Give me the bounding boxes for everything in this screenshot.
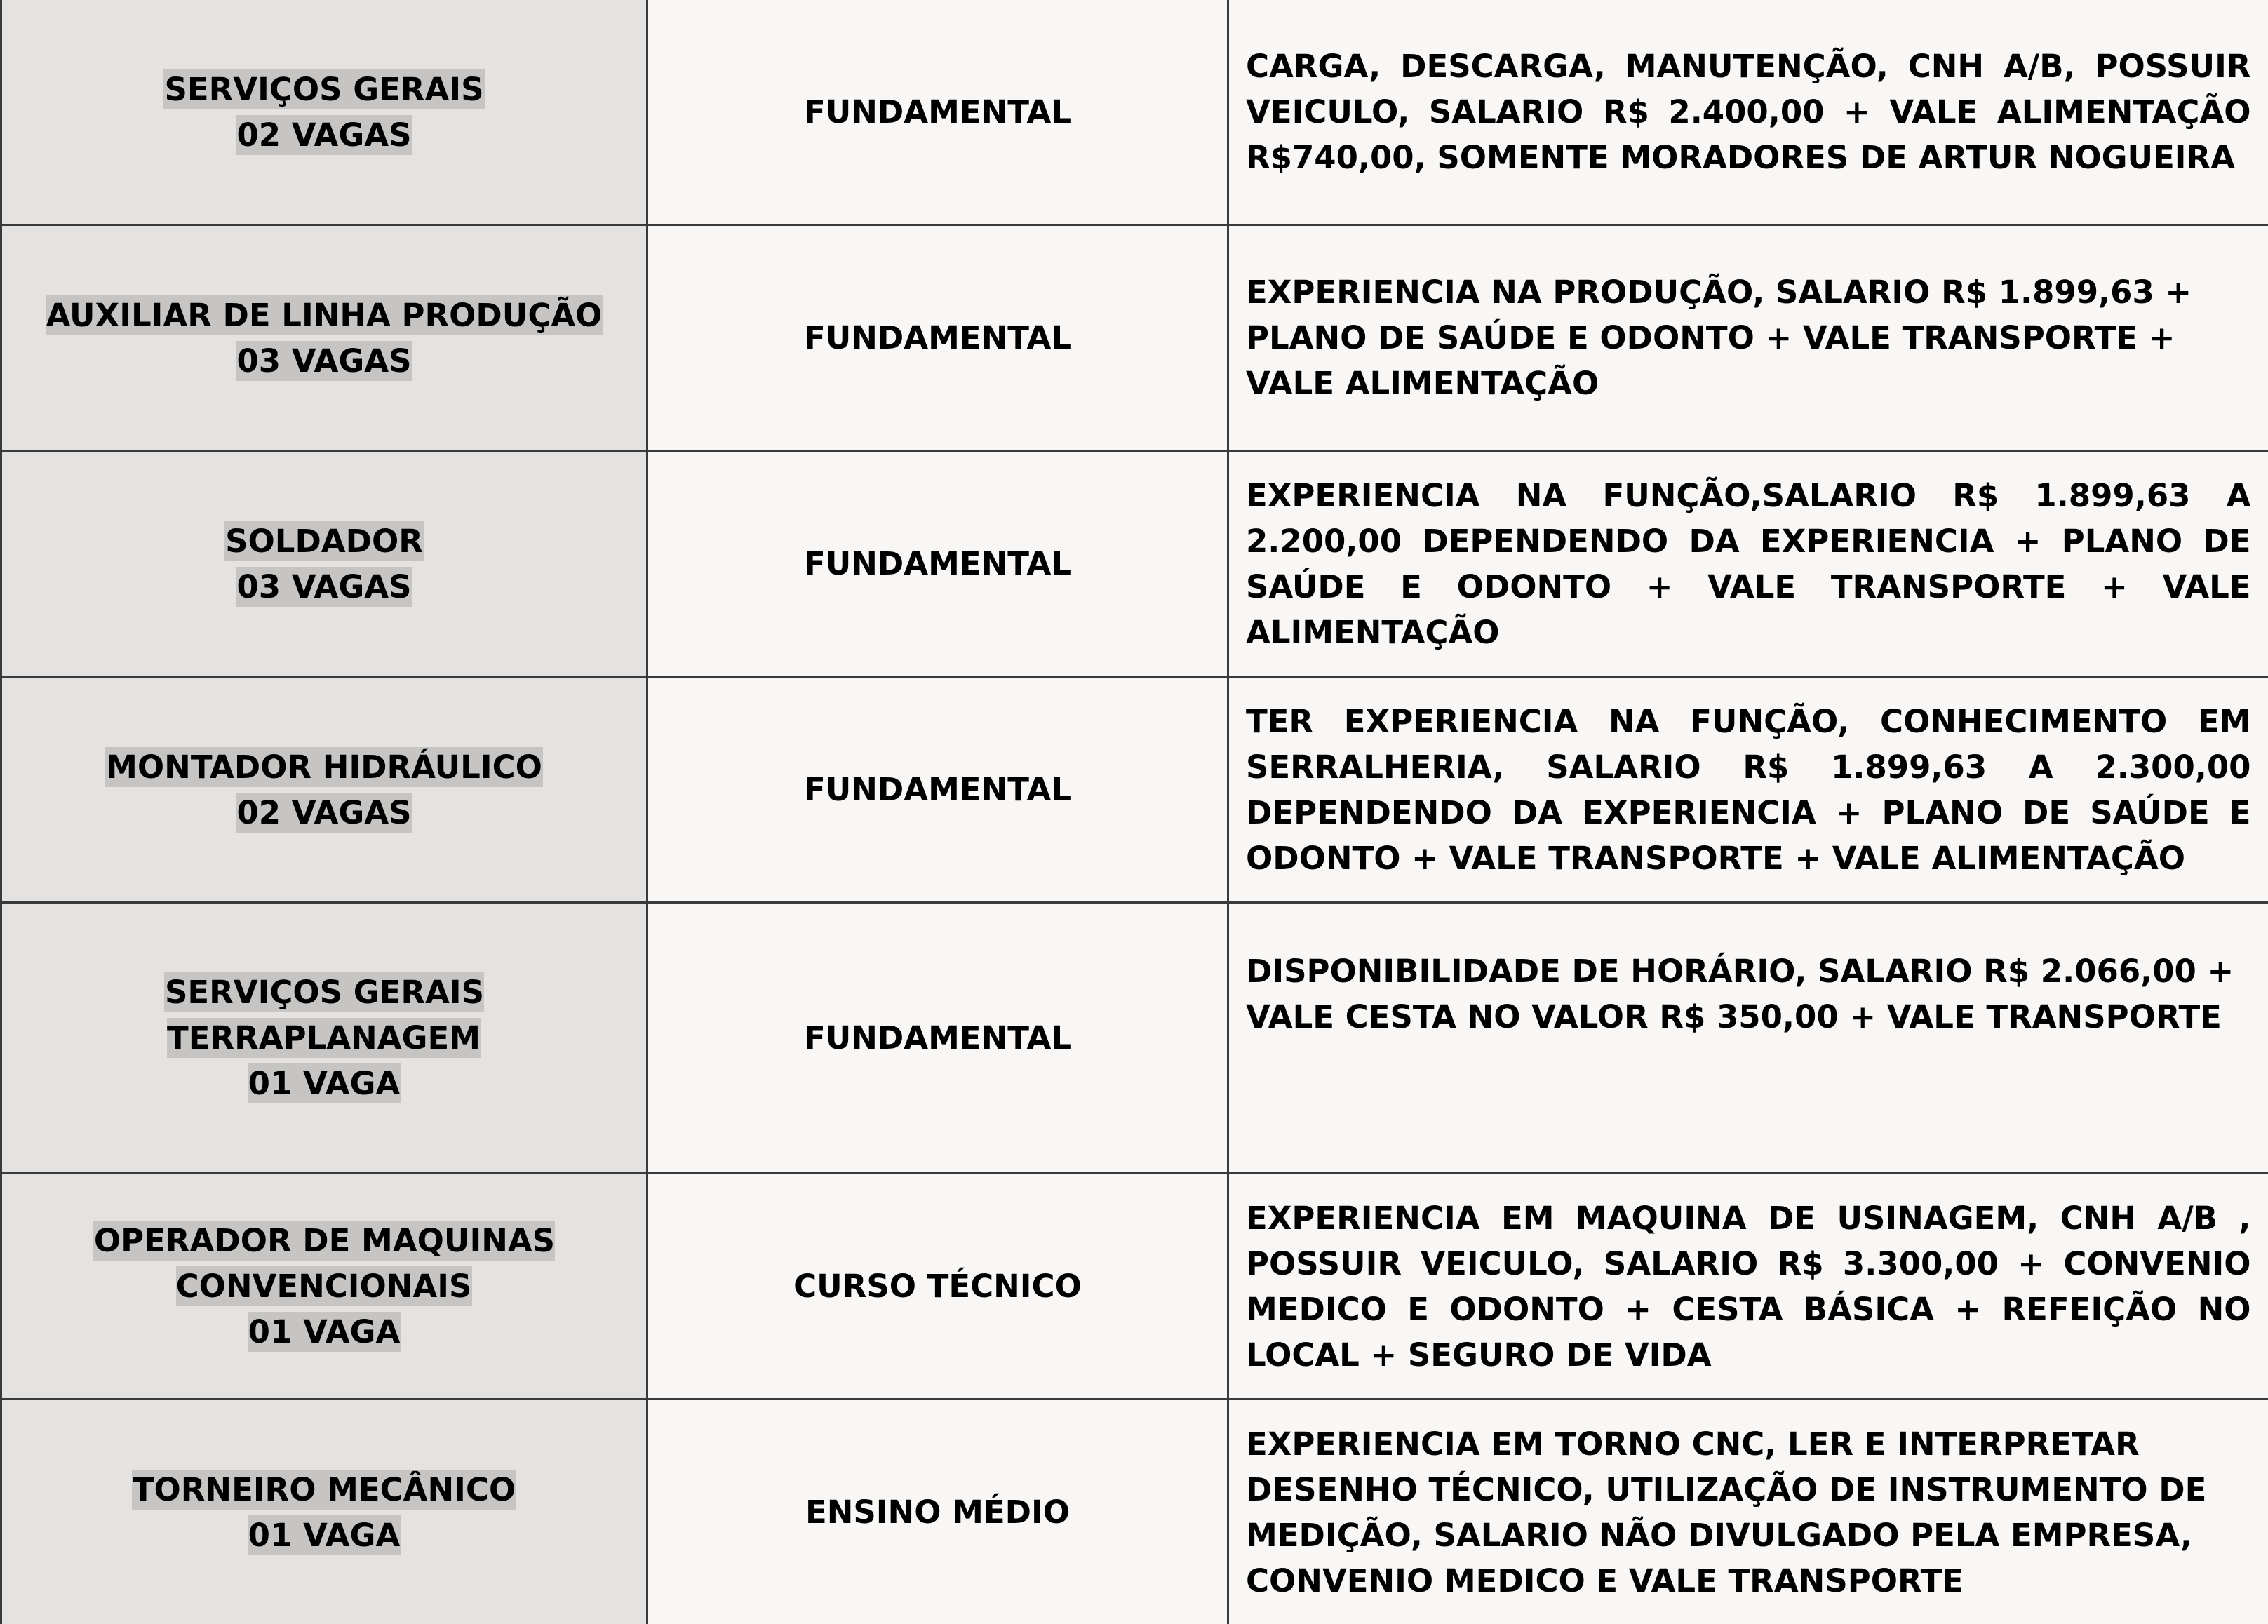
details-cell [1228, 451, 2268, 677]
role-title: AUXILIAR DE LINHA PRODUÇÃO [46, 295, 603, 335]
education-cell: FUNDAMENTAL [647, 903, 1228, 1174]
vacancy-count: 01 VAGA [248, 1312, 401, 1352]
job-details: EXPERIENCIA EM TORNO CNC, LER E INTERPRETAR DESENHO TÉCNICO, UTILIZAÇÃO DE INSTRUMENTO DE MEDIÇÃO, SALARIO NÃO DIVULGADO PELA EMPRESA, CONVENIO MEDICO E VALE TRANSPORTE [1246, 1421, 2251, 1604]
table-row [1, 0, 2268, 225]
table-row [1, 225, 2268, 451]
role-title: SERVIÇOS GERAIS TERRAPLANAGEM [164, 972, 484, 1058]
education-cell: FUNDAMENTAL [647, 677, 1228, 903]
details-cell [1228, 1174, 2268, 1400]
vacancy-count: 03 VAGAS [236, 341, 412, 381]
vacancy-count: 02 VAGAS [236, 793, 412, 833]
role-cell [1, 677, 647, 903]
education-cell: FUNDAMENTAL [647, 451, 1228, 677]
table-row [1, 903, 2268, 1174]
job-details: EXPERIENCIA EM MAQUINA DE USINAGEM, CNH A/B , POSSUIR VEICULO, SALARIO R$ 3.300,00 + CONVENIO MEDICO E ODONTO + CESTA BÁSICA + REFEIÇÃO NO LOCAL + SEGURO DE VIDA [1246, 1195, 2251, 1378]
details-cell [1228, 1400, 2268, 1624]
table-row [1, 451, 2268, 677]
job-details: DISPONIBILIDADE DE HORÁRIO, SALARIO R$ 2.066,00 + VALE CESTA NO VALOR R$ 350,00 + VALE TRANSPORTE [1246, 948, 2251, 1040]
vacancy-count: 01 VAGA [248, 1515, 401, 1555]
role-cell [1, 1174, 647, 1400]
job-details: EXPERIENCIA NA FUNÇÃO,SALARIO R$ 1.899,63 A 2.200,00 DEPENDENDO DA EXPERIENCIA + PLANO DE SAÚDE E ODONTO + VALE TRANSPORTE + VALE ALIMENTAÇÃO [1246, 473, 2251, 655]
table-row [1, 677, 2268, 903]
education-cell: ENSINO MÉDIO [647, 1400, 1228, 1624]
job-details: EXPERIENCIA NA PRODUÇÃO, SALARIO R$ 1.899,63 + PLANO DE SAÚDE E ODONTO + VALE TRANSPORTE + VALE ALIMENTAÇÃO [1246, 269, 2251, 406]
table-row [1, 1400, 2268, 1624]
job-details: CARGA, DESCARGA, MANUTENÇÃO, CNH A/B, POSSUIR VEICULO, SALARIO R$ 2.400,00 + VALE ALIMENTAÇÃO R$740,00, SOMENTE MORADORES DE ARTUR NOGUEIRA [1246, 43, 2251, 180]
table-row [1, 1174, 2268, 1400]
role-cell [1, 225, 647, 451]
vacancy-count: 03 VAGAS [236, 567, 412, 607]
vacancy-count: 01 VAGA [248, 1063, 401, 1103]
role-cell [1, 1400, 647, 1624]
role-cell [1, 903, 647, 1174]
job-details: TER EXPERIENCIA NA FUNÇÃO, CONHECIMENTO EM SERRALHERIA, SALARIO R$ 1.899,63 A 2.300,00 DEPENDENDO DA EXPERIENCIA + PLANO DE SAÚDE E ODONTO + VALE TRANSPORTE + VALE ALIMENTAÇÃO [1246, 699, 2251, 881]
role-title: SOLDADOR [224, 521, 424, 561]
details-cell [1228, 0, 2268, 225]
role-cell [1, 451, 647, 677]
education-cell: CURSO TÉCNICO [647, 1174, 1228, 1400]
details-cell [1228, 225, 2268, 451]
vacancy-count: 02 VAGAS [236, 115, 412, 155]
details-cell [1228, 903, 2268, 1174]
role-cell [1, 0, 647, 225]
role-title: MONTADOR HIDRÁULICO [105, 747, 543, 787]
role-title: TORNEIRO MECÂNICO [132, 1470, 516, 1510]
education-cell: FUNDAMENTAL [647, 225, 1228, 451]
role-title: SERVIÇOS GERAIS [163, 69, 484, 109]
education-cell: FUNDAMENTAL [647, 0, 1228, 225]
role-title: OPERADOR DE MAQUINAS CONVENCIONAIS [93, 1221, 555, 1306]
details-cell [1228, 677, 2268, 903]
